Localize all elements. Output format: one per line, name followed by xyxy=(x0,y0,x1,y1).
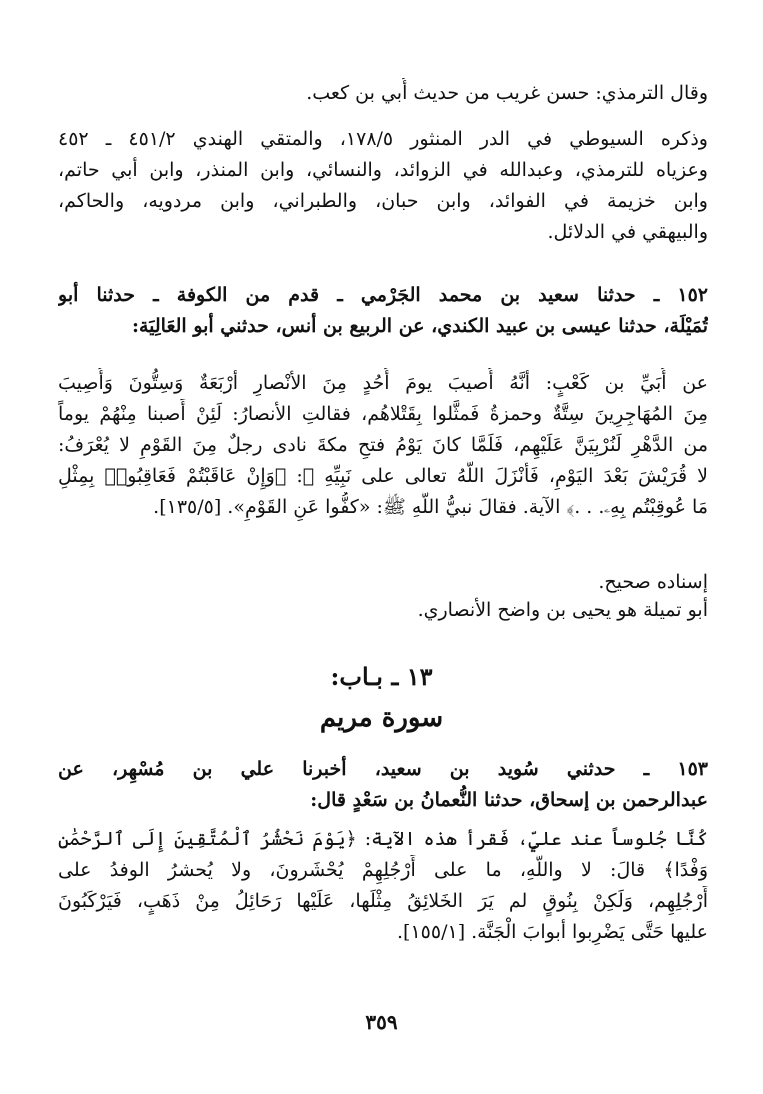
text-line: عبدالرحمن بن إسحاق، حدثنا النُّعمانُ بن سَعْدٍ قال: xyxy=(310,789,708,811)
text-line: ١٥٣ ـ حدثني سُويد بن سعيد، أخبرنا علي بن مُسْهِر، عن xyxy=(58,758,708,780)
text-line: وقال الترمذي: حسن غريب من حديث أُبي بن كعب. xyxy=(306,82,708,104)
text-line: مَا عُوقِبْتُم بِهِۦ. . .﴾ الآية. فقالَ نبيُّ اللَّهِ ﷺ: «كفُّوا عَنِ القَوْمِ». [١٣٥/٥]. xyxy=(153,496,708,518)
hadith-153-isnad xyxy=(58,754,708,816)
text-line: من الدَّهْرِ لَنُرْبِيَنَّ عَلَيْهِم، فَلَمَّا كانَ يَوْمُ فتحِ مكةَ نادى رجلٌ مِنَ القَوْمِ لا يُعْرَفُ: xyxy=(58,434,708,456)
text-line: عليها حَتَّى يَضْرِبوا أبوابَ الْجَنَّة. [١٥٥/١]. xyxy=(397,921,708,943)
chapter-heading: ١٣ ـ بـاب: xyxy=(330,662,433,691)
text-line: كُنَّا جُلوساً عند عليٍّ، فَقرأ هذه الآية: ﴿يَوْمَ نَحْشُرُ ٱلْمُتَّقِينَ إِلَى ٱلرَّحْمَٰنِ xyxy=(58,828,708,850)
text-line: وذكره السيوطي في الدر المنثور ١٧٨/٥، والمتقي الهندي ٤٥١/٢ ـ ٤٥٢ xyxy=(58,128,708,150)
page-number: ٣٥٩ xyxy=(365,1010,398,1034)
text-line: أَرْجُلِهِم، وَلَكِنْ بِنُوقٍ لم يَرَ الخَلائِقُ مِثْلَها، عَلَيْها رَحَائِلُ مِنْ ذَهَبٍ، فَيَرْكَبُونَ xyxy=(58,890,708,912)
text-line: وَفْدًا﴾ قالَ: لا واللَّهِ، ما على أَرْجُلِهِمْ يُحْشَرونَ، ولا يُحشرُ الوفدُ على xyxy=(58,859,708,881)
narrator-note-line: أبو تميلة هو يحيى بن واضح الأنصاري. xyxy=(417,599,708,621)
takhrij-paragraph xyxy=(58,124,708,248)
hadith-152-notes xyxy=(58,568,708,624)
text-line: وابن خزيمة في الفوائد، وابن حبان، والطبراني، وابن مردويه، والحاكم، xyxy=(58,190,708,212)
text-line: عن أُبَيِّ بن كَعْبٍ: أنَّهُ أُصيبَ يومَ أُحُدٍ مِنَ الأنْصارِ أرْبَعَةٌ وَسِتُّونَ وَأُصِيبَ xyxy=(58,372,708,394)
text-line: تُمَيْلَة، حدثنا عيسى بن عبيد الكندي، عن الربيع بن أنس، حدثني أبو العَالِيَة: xyxy=(131,315,708,337)
tirmidhi-note xyxy=(58,78,708,109)
hadith-152-matn xyxy=(58,368,708,523)
text-line: وعزياه للترمذي، وعبدالله في الزوائد، والنسائي، وابن المنذر، وابن أبي حاتم، xyxy=(58,159,708,181)
grading-line: إسناده صحيح. xyxy=(598,571,708,593)
text-line: ١٥٢ ـ حدثنا سعيد بن محمد الجَرْمي ـ قدم من الكوفة ـ حدثنا أبو xyxy=(58,284,708,306)
text-line: والبيهقي في الدلائل. xyxy=(547,221,708,243)
hadith-153-matn xyxy=(58,824,708,948)
hadith-152-isnad xyxy=(58,280,708,342)
chapter-title: سورة مريم xyxy=(319,703,444,733)
text-line: لا قُرَيْشَ بَعْدَ اليَوْمِ، فَأَنْزَلَ اللَّهُ تعالى على نَبِيِّهِ ﷺ: ﴿وَإِنْ عَاقَبْتُمْ فَعَاقِبُوا۟ بِمِثْلِ xyxy=(58,465,708,487)
text-line: مِنَ المُهَاجِرِينَ سِتَّةٌ وحمزةُ فَمثَّلوا بِقَتْلاهُم، فقالتِ الأنصارُ: لَئِنْ أَصبنا مِنْهُمْ يوماً xyxy=(58,403,708,425)
